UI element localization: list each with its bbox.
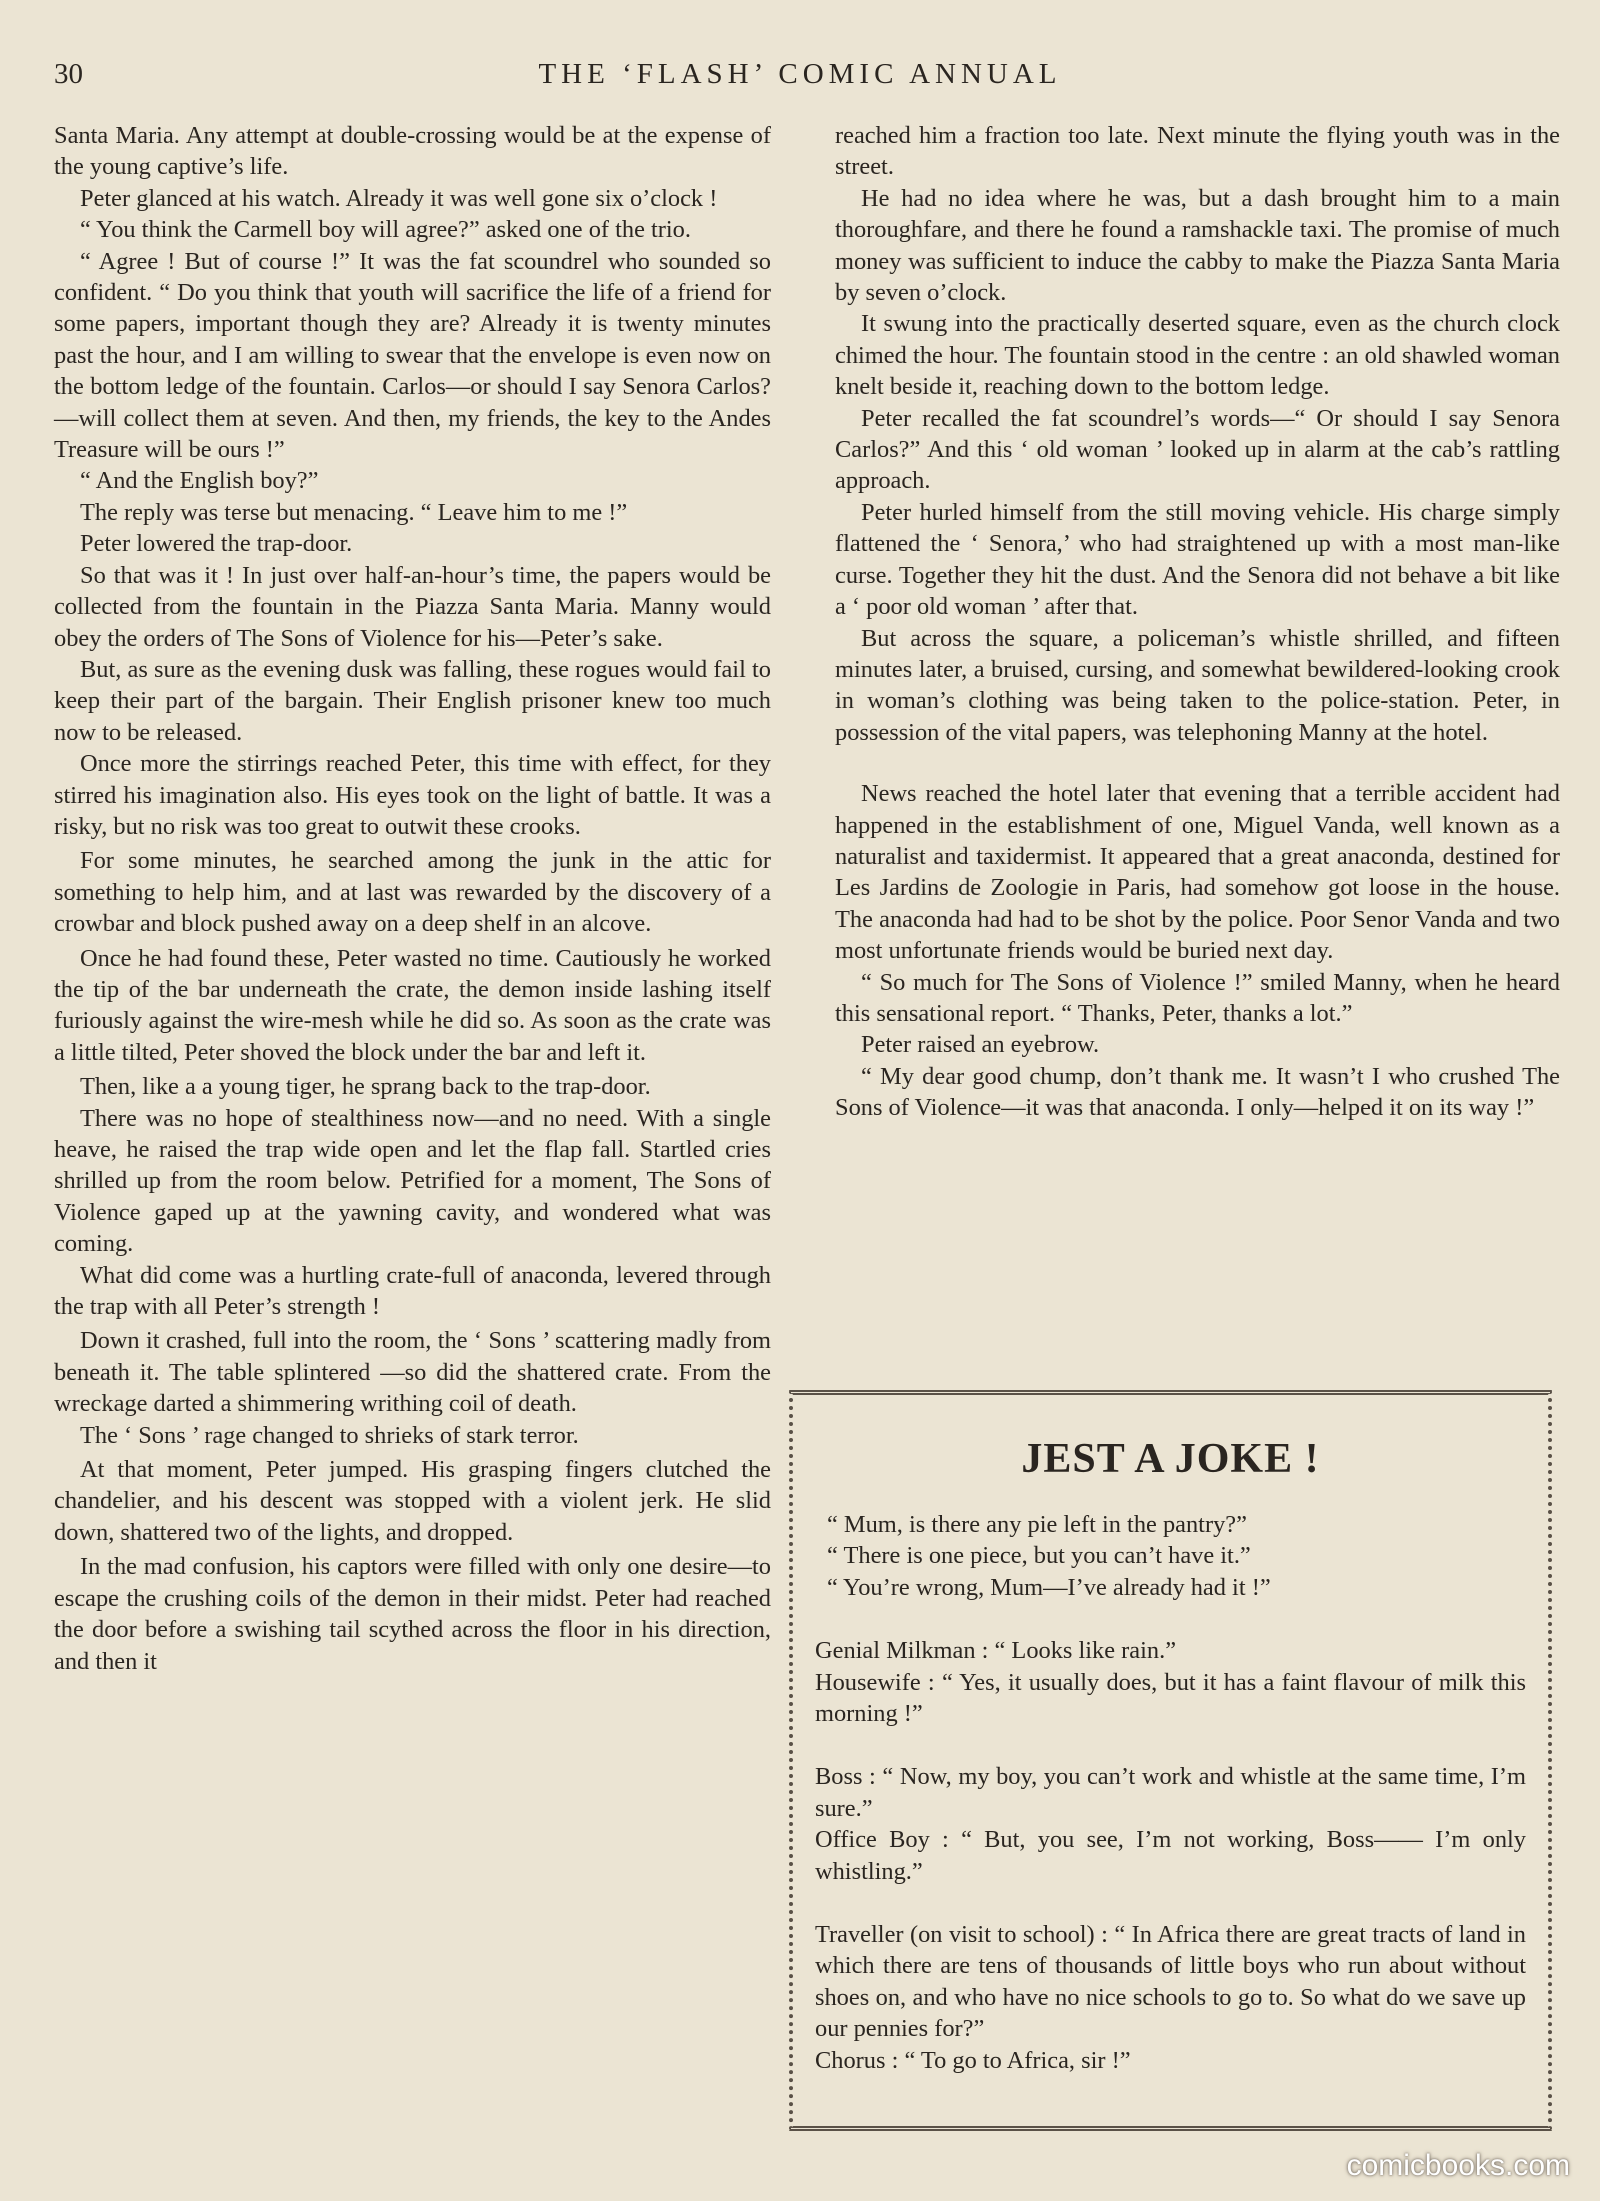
paragraph: But across the square, a policeman’s whistle shrilled, and fifteen minutes later, a bruised, cursing, and somewhat bewildered-looking crook in woman’s clothing was being taken to the police-station. Peter, in possession of the vital papers, was telephoning Manny at the hotel. xyxy=(835,624,1560,746)
paragraph: Peter glanced at his watch. Already it was well gone six o’clock ! xyxy=(80,184,718,212)
paragraph: “ And the English boy?” xyxy=(80,467,319,495)
joke xyxy=(815,1509,1526,1603)
page-number: 30 xyxy=(54,58,83,90)
joke-line: “ There is one piece, but you can’t have it.” xyxy=(827,1542,1251,1570)
paragraph: At that moment, Peter jumped. His grasping fingers clutched the chandelier, and his descent was stopped with a violent jerk. He slid down, shattered two of the lights, and dropped. xyxy=(54,1456,771,1546)
paragraph: So that was it ! In just over half-an-hour’s time, the papers would be collected from the fountain in the Piazza Santa Maria. Manny would obey the orders of The Sons of Violence for his—Peter’s sake. xyxy=(54,561,771,652)
joke-line: Chorus : “ To go to Africa, sir !” xyxy=(815,2046,1131,2074)
paragraph: “ You think the Carmell boy will agree?” asked one of the trio. xyxy=(80,216,691,244)
paragraph: Santa Maria. Any attempt at double-crossing would be at the expense of the young captive’s life. xyxy=(54,122,771,181)
joke-line: “ Mum, is there any pie left in the pantry?” xyxy=(827,1511,1247,1538)
watermark: comicbooks.com xyxy=(1346,2149,1570,2182)
paragraph: The ‘ Sons ’ rage changed to shrieks of stark terror. xyxy=(80,1421,579,1449)
right-column xyxy=(835,120,1560,1124)
joke xyxy=(815,1635,1526,1729)
paragraph: “ So much for The Sons of Violence !” smiled Manny, when he heard this sensational report. “ Thanks, Peter, thanks a lot.” xyxy=(835,968,1560,1027)
paragraph: It swung into the practically deserted square, even as the church clock chimed the hour. The fountain stood in the centre : an old shawled woman knelt beside it, reaching down to the bottom ledge. xyxy=(835,310,1560,401)
joke-line: Genial Milkman : “ Looks like rain.” xyxy=(815,1637,1177,1665)
paragraph: reached him a fraction too late. Next minute the flying youth was in the street. xyxy=(835,122,1560,181)
paragraph: Then, like a a young tiger, he sprang back to the trap-door. xyxy=(80,1073,651,1101)
joke-line: Traveller (on visit to school) : “ In Africa there are great tracts of land in which there are tens of thousands of little boys who run about without shoes on, and who have no nice schools to go to. So what do we save up our pennies for?” xyxy=(815,1921,1526,2043)
paragraph: What did come was a hurtling crate-full of anaconda, levered through the trap with all Peter’s strength ! xyxy=(54,1261,771,1321)
joke-title: JEST A JOKE ! xyxy=(1021,1436,1320,1482)
paragraph: For some minutes, he searched among the junk in the attic for something to help him, and at last was rewarded by the discovery of a crowbar and block pushed away on a deep shelf in an alcove. xyxy=(54,847,771,938)
paragraph: He had no idea where he was, but a dash brought him to a main thoroughfare, and there he found a ramshackle taxi. The promise of much money was sufficient to induce the cabby to make the Piazza Santa Maria by seven o’clock. xyxy=(835,184,1560,307)
joke xyxy=(815,1919,1526,2076)
joke-box xyxy=(789,1390,1552,2131)
paragraph: Peter hurled himself from the still moving vehicle. His charge simply flattened the ‘ Senora,’ who had straightened up with a most man-like curse. Together they hit the dust. And the Senora did not behave a bit like a ‘ poor old woman ’ after that. xyxy=(835,498,1560,621)
paragraph: Once he had found these, Peter wasted no time. Cautiously he worked the tip of the bar underneath the crate, the demon inside lashing itself furiously against the wire-mesh while he did so. As soon as the crate was a little tilted, Peter shoved the block under the bar and left it. xyxy=(54,944,771,1066)
paragraph: Once more the stirrings reached Peter, this time with effect, for they stirred his imagination also. His eyes took on the light of battle. It was a risky, but no risk was too great to outwit these crooks. xyxy=(54,750,771,840)
joke-line: Housewife : “ Yes, it usually does, but it has a faint flavour of milk this morning !” xyxy=(815,1668,1526,1728)
joke-line: “ You’re wrong, Mum—I’ve already had it !” xyxy=(827,1573,1271,1601)
paragraph: Peter lowered the trap-door. xyxy=(80,530,353,558)
paragraph: “ Agree ! But of course !” It was the fat scoundrel who sounded so confident. “ Do you think that youth will sacrifice the life of a friend for some papers, important though they are? Already it is twenty minutes past the hour, and I am willing to swear that the envelope is even now on the bottom ledge of the fountain. Carlos—or should I say Senora Carlos?—will collect them at seven. And then, my friends, the key to the Andes Treasure will be ours !” xyxy=(54,247,771,464)
paragraph: There was no hope of stealthiness now—and no need. With a single heave, he raised the trap wide open and let the flap fall. Startled cries shrilled up from the room below. Petrified for a moment, The Sons of Violence gaped up at the yawning cavity, and wondered what was coming. xyxy=(54,1104,771,1258)
joke-line: Boss : “ Now, my boy, you can’t work and whistle at the same time, I’m sure.” xyxy=(815,1763,1526,1822)
paragraph: Peter raised an eyebrow. xyxy=(861,1031,1100,1059)
paragraph: But, as sure as the evening dusk was falling, these rogues would fail to keep their part of the bargain. Their English prisoner knew too much now to be released. xyxy=(54,655,771,746)
paragraph: The reply was terse but menacing. “ Leave him to me !” xyxy=(80,498,628,526)
paragraph: Peter recalled the fat scoundrel’s words—“ Or should I say Senora Carlos?” And this ‘ old woman ’ looked up in alarm at the cab’s rattling approach. xyxy=(835,404,1560,495)
paragraph: Down it crashed, full into the room, the ‘ Sons ’ scattering madly from beneath it. The table splintered —so did the shattered crate. From the wreckage darted a shimmering writhing coil of death. xyxy=(54,1327,771,1418)
left-column xyxy=(54,120,771,1677)
paragraph: In the mad confusion, his captors were filled with only one desire—to escape the crushing coils of the demon in their midst. Peter had reached the door before a swishing tail scythed across the floor in his direction, and then it xyxy=(54,1553,771,1675)
joke-line: Office Boy : “ But, you see, I’m not working, Boss—— I’m only whistling.” xyxy=(815,1826,1526,1885)
joke xyxy=(815,1761,1526,1887)
paragraph: “ My dear good chump, don’t thank me. It wasn’t I who crushed The Sons of Violence—it was that anaconda. I only—helped it on its way !” xyxy=(835,1062,1560,1122)
running-head: THE ‘FLASH’ COMIC ANNUAL xyxy=(538,58,1062,90)
paragraph: News reached the hotel later that evening that a terrible accident had happened in the establishment of one, Miguel Vanda, well known as a naturalist and taxidermist. It appeared that a great anaconda, destined for Les Jardins de Zoologie in Paris, had somehow got loose in the house. The anaconda had had to be shot by the police. Poor Senor Vanda and two most unfortunate friends would be buried next day. xyxy=(835,780,1560,965)
